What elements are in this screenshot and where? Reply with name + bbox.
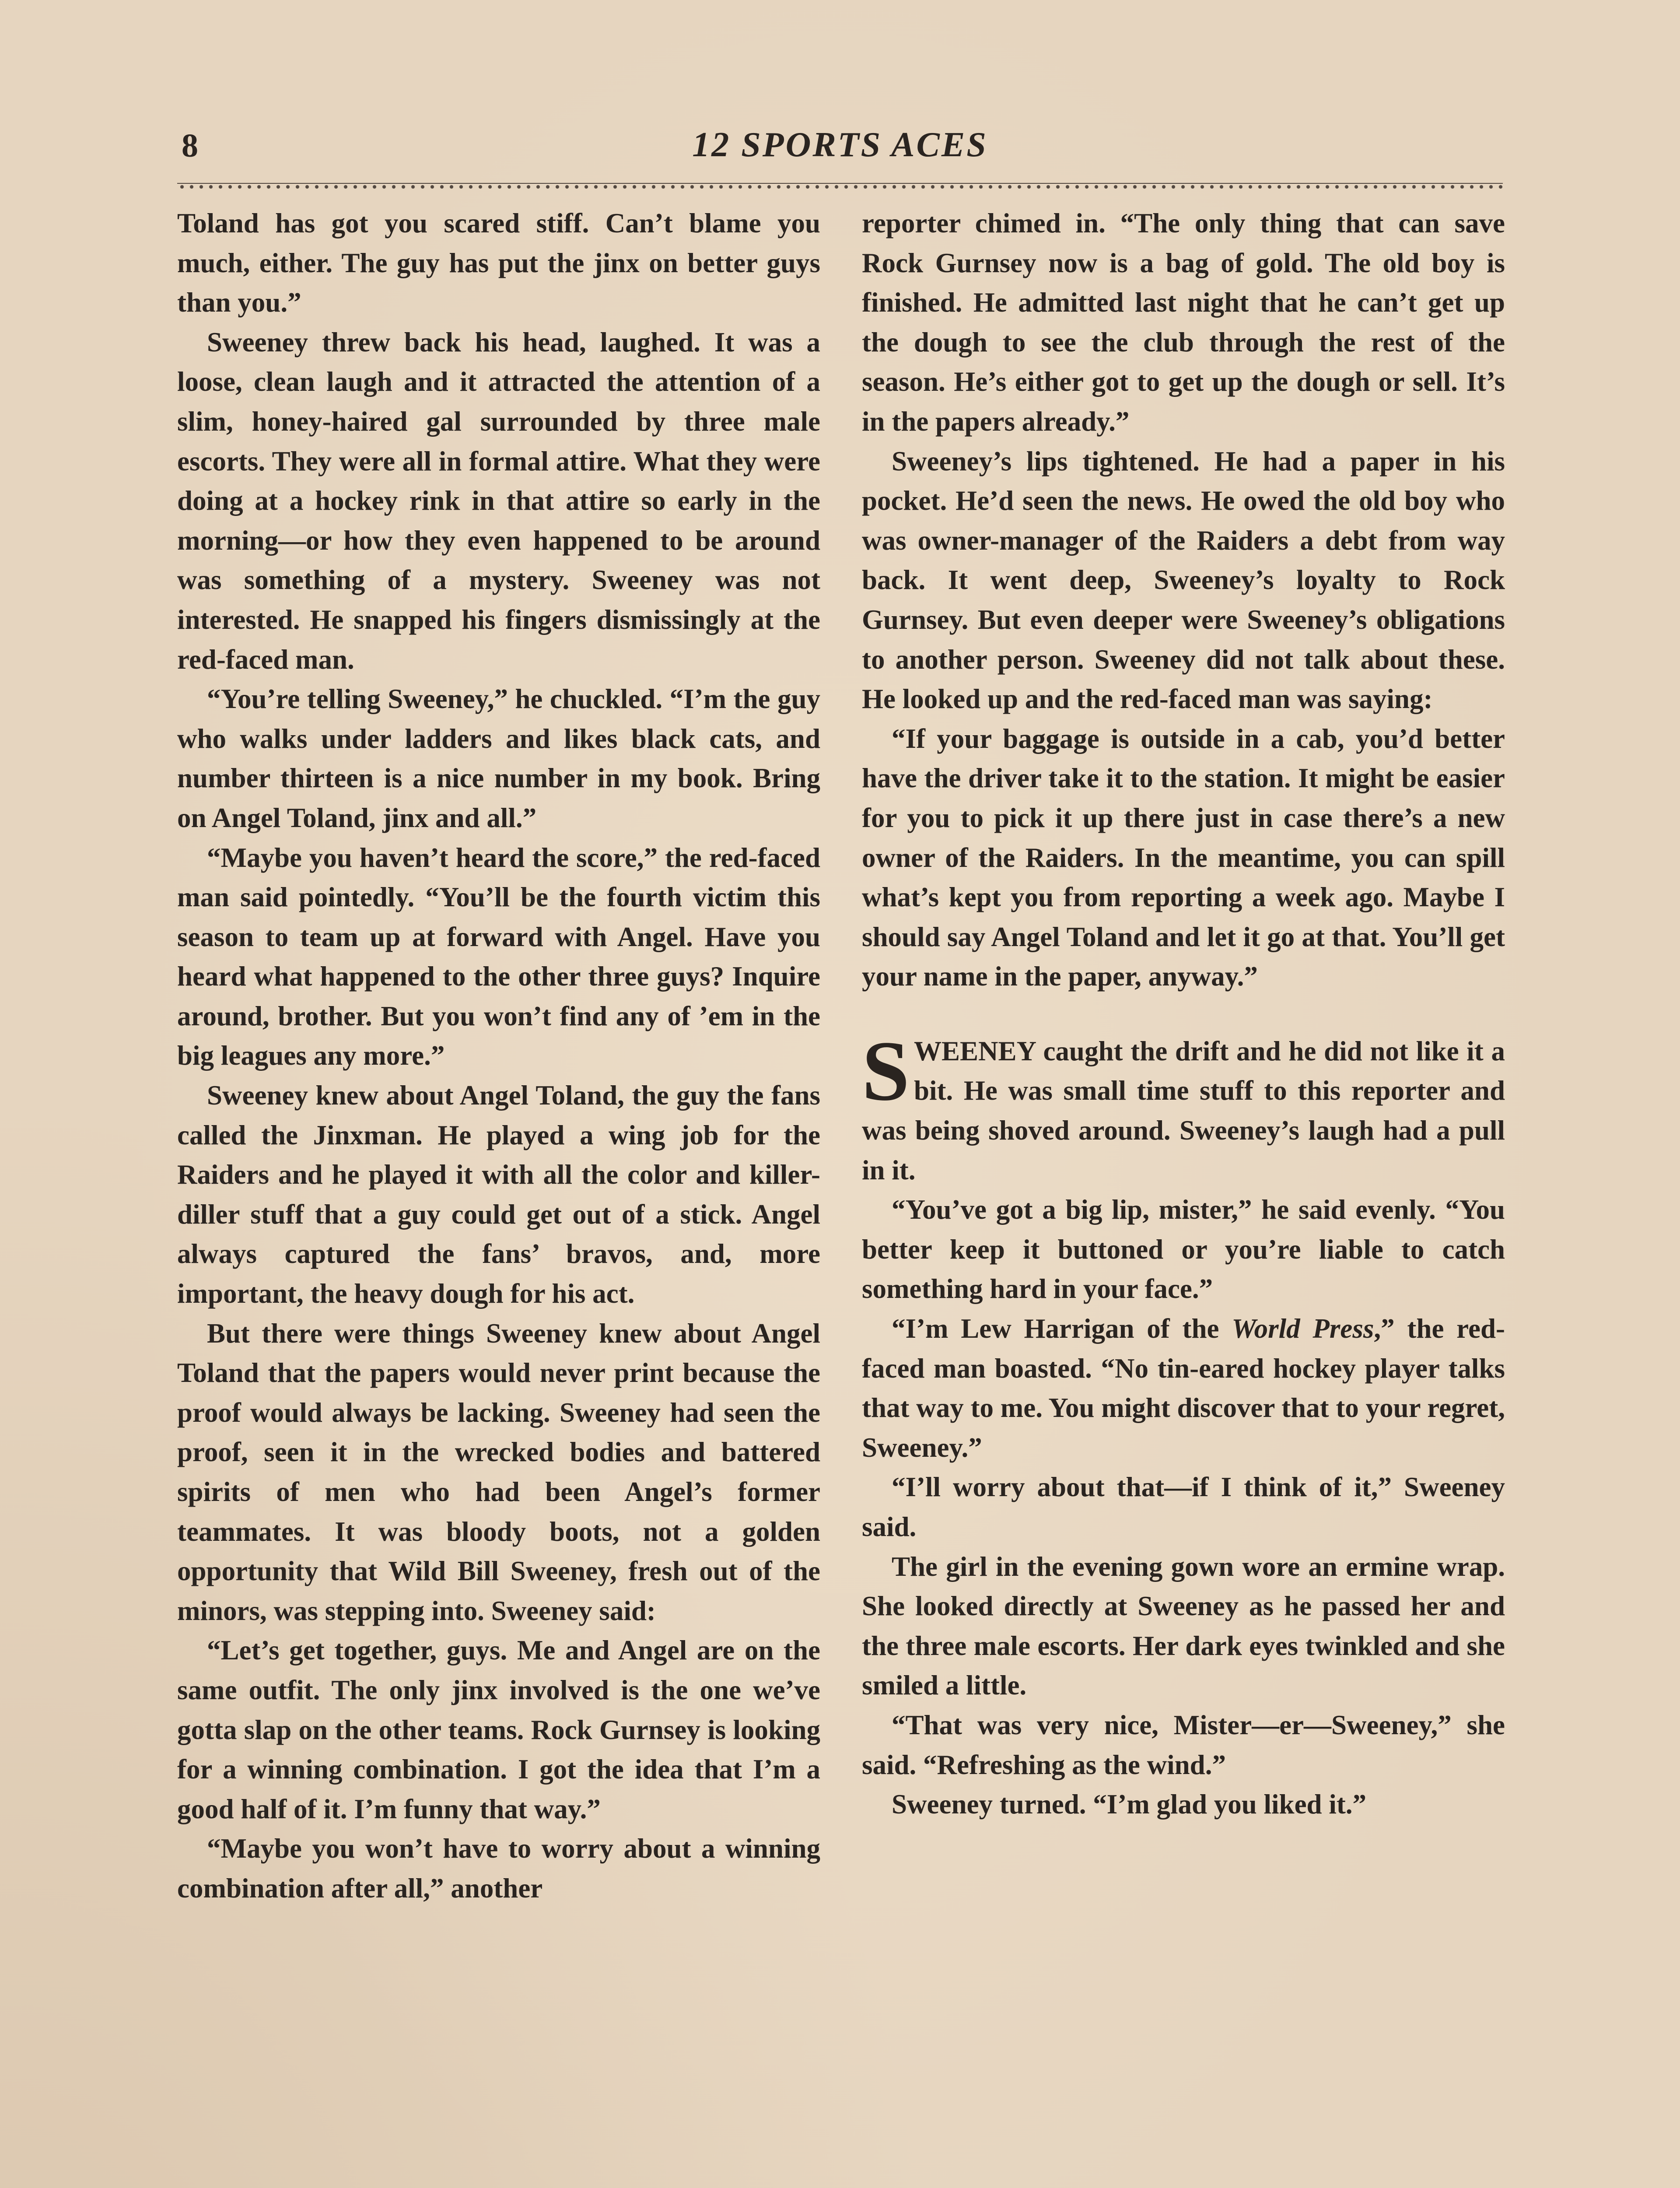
paragraph: “Maybe you haven’t heard the score,” the red-faced man said pointedly. “You’ll be the fourth victim this season to team up at forward with Angel. Have you heard what happened to the other three guys? Inquire around, brother. But you won’t find any of ’em in the big leagues any more.”: [177, 842, 820, 1071]
paragraph: Toland has got you scared stiff. Can’t blame you much, either. The guy has put the jinx on better guys than you.”: [177, 208, 820, 318]
dropcap-paragraph: [862, 1023, 1505, 1190]
paragraph: But there were things Sweeney knew about Angel Toland that the papers would never print because the proof would always be lacking. Sweeney had seen the proof, seen it in the wrecked bodies and battered spirits of men who had been Angel’s former teammates. It was bloody boots, not a golden opportunity that Wild Bill Sweeney, fresh out of the minors, was stepping into. Sweeney said:: [177, 1318, 820, 1626]
newspaper-name: World Press: [1232, 1313, 1374, 1344]
left-column: [177, 203, 820, 1908]
paragraph: Sweeney threw back his head, laughed. It was a loose, clean laugh and it attracted the attention of a slim, honey-haired gal surrounded by three male escorts. They were all in formal attire. What they were doing at a hockey rink in that attire so early in the morning—or how they even happened to be around was something of a mystery. Sweeney was not interested. He snapped his fingers dismissingly at the red-faced man.: [177, 326, 820, 675]
paragraph: Sweeney turned. “I’m glad you liked it.”: [892, 1789, 1367, 1820]
page-header: [177, 118, 1503, 175]
paragraph: reporter chimed in. “The only thing that can save Rock Gurnsey now is a bag of gold. The old boy is finished. He admitted last night that he can’t get up the dough to see the club through the rest of the season. He’s either got to get up the dough or sell. It’s in the papers already.”: [862, 208, 1505, 437]
paragraph: “If your baggage is outside in a cab, you’d better have the driver take it to the station. It might be easier for you to pick it up there just in case there’s a new owner of the Raiders. In the meantime, you can spill what’s kept you from reporting a week ago. Maybe I should say Angel Toland and let it go at that. You’ll get your name in the paper, anyway.”: [862, 723, 1505, 992]
dropcap-paragraph-text: WEENEY caught the drift and he did not like it a bit. He was small time stuff to this reporter and was being shoved around. Sweeney’s laugh had a pull in it.: [862, 1035, 1505, 1185]
paragraph-text: ,” the red-faced man boasted. “No tin-eared hockey player talks that way to me. You might discover that to your regret, Sweeney.”: [862, 1313, 1505, 1463]
dotted-rule-divider: [177, 183, 1503, 190]
paragraph: “You’re telling Sweeney,” he chuckled. “I’m the guy who walks under ladders and likes black cats, and number thirteen is a nice number in my book. Bring on Angel Toland, jinx and all.”: [177, 684, 820, 833]
paragraph: “Let’s get together, guys. Me and Angel are on the same outfit. The only jinx involved is the one we’ve gotta slap on the other teams. Rock Gurnsey is looking for a winning combination. I got the idea that I’m a good half of it. I’m funny that way.”: [177, 1635, 820, 1824]
running-title: 12 SPORTS ACES: [692, 126, 988, 164]
paragraph-harrigan: [862, 1309, 1505, 1467]
drop-cap-letter: S: [862, 1023, 910, 1119]
page-number: 8: [182, 127, 198, 164]
paragraph: Sweeney’s lips tightened. He had a paper in his pocket. He’d seen the news. He owed the old boy who was owner-manager of the Raiders a debt from way back. It went deep, Sweeney’s loyalty to Rock Gurnsey. But even deeper were Sweeney’s obligations to another person. Sweeney did not talk about these. He looked up and the red-faced man was saying:: [862, 445, 1505, 715]
right-column: [862, 203, 1505, 1824]
paragraph: The girl in the evening gown wore an ermine wrap. She looked directly at Sweeney as he passed her and the three male escorts. Her dark eyes twinkled and she smiled a little.: [862, 1551, 1505, 1701]
paragraph: “I’ll worry about that—if I think of it,” Sweeney said.: [862, 1472, 1505, 1542]
paragraph: Sweeney knew about Angel Toland, the guy the fans called the Jinxman. He played a wing job for the Raiders and he played it with all the color and killer-diller stuff that a guy could get out of a stick. Angel always captured the fans’ bravos, and, more important, the heavy dough for his act.: [177, 1080, 820, 1309]
paragraph: “Maybe you won’t have to worry about a winning combination after all,” another: [177, 1833, 820, 1904]
paragraph: “You’ve got a big lip, mister,” he said evenly. “You better keep it buttoned or you’re liable to catch something hard in your face.”: [862, 1194, 1505, 1304]
paragraph: “That was very nice, Mister—er—Sweeney,” she said. “Refreshing as the wind.”: [862, 1709, 1505, 1780]
paragraph-text: “I’m Lew Harrigan of the: [892, 1313, 1232, 1344]
